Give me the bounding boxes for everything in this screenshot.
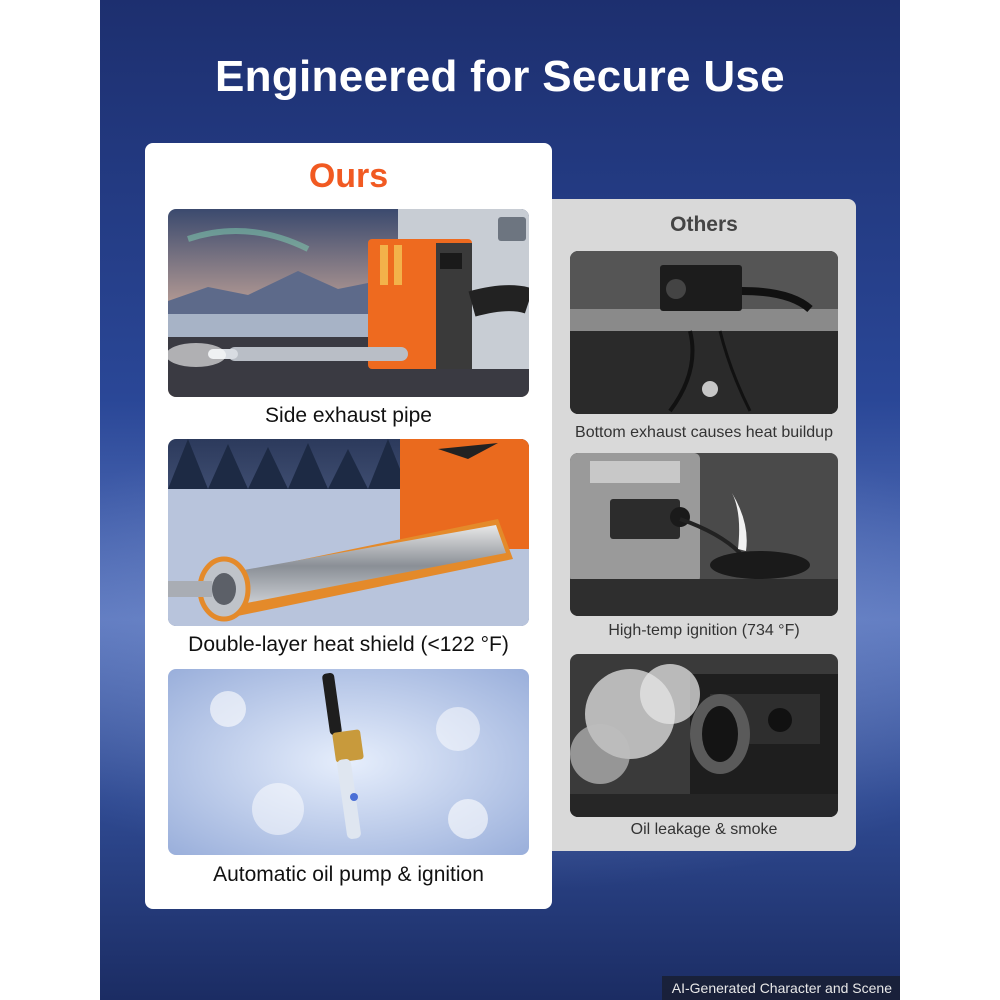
oil-pump-photo [168, 669, 529, 855]
heat-shield-photo [168, 439, 529, 626]
others-title: Others [670, 213, 738, 236]
ai-generated-note: AI-Generated Character and Scene [662, 976, 900, 1000]
bottom-exhaust-photo [570, 251, 838, 414]
ours-caption-2: Double-layer heat shield (<122 °F) [188, 633, 509, 656]
others-panel [552, 199, 856, 851]
infographic-canvas [100, 0, 900, 1000]
ignition-fire-photo [570, 453, 838, 616]
side-exhaust-photo [168, 209, 529, 397]
ours-card [145, 143, 552, 909]
others-caption-2: High-temp ignition (734 °F) [608, 622, 800, 639]
page-title: Engineered for Secure Use [215, 52, 785, 101]
ours-title: Ours [308, 157, 389, 195]
others-caption-1: Bottom exhaust causes heat buildup [575, 424, 833, 441]
oil-smoke-photo [570, 654, 838, 817]
ours-caption-1: Side exhaust pipe [265, 404, 432, 427]
ours-caption-3: Automatic oil pump & ignition [213, 863, 484, 886]
others-caption-3: Oil leakage & smoke [630, 821, 778, 838]
